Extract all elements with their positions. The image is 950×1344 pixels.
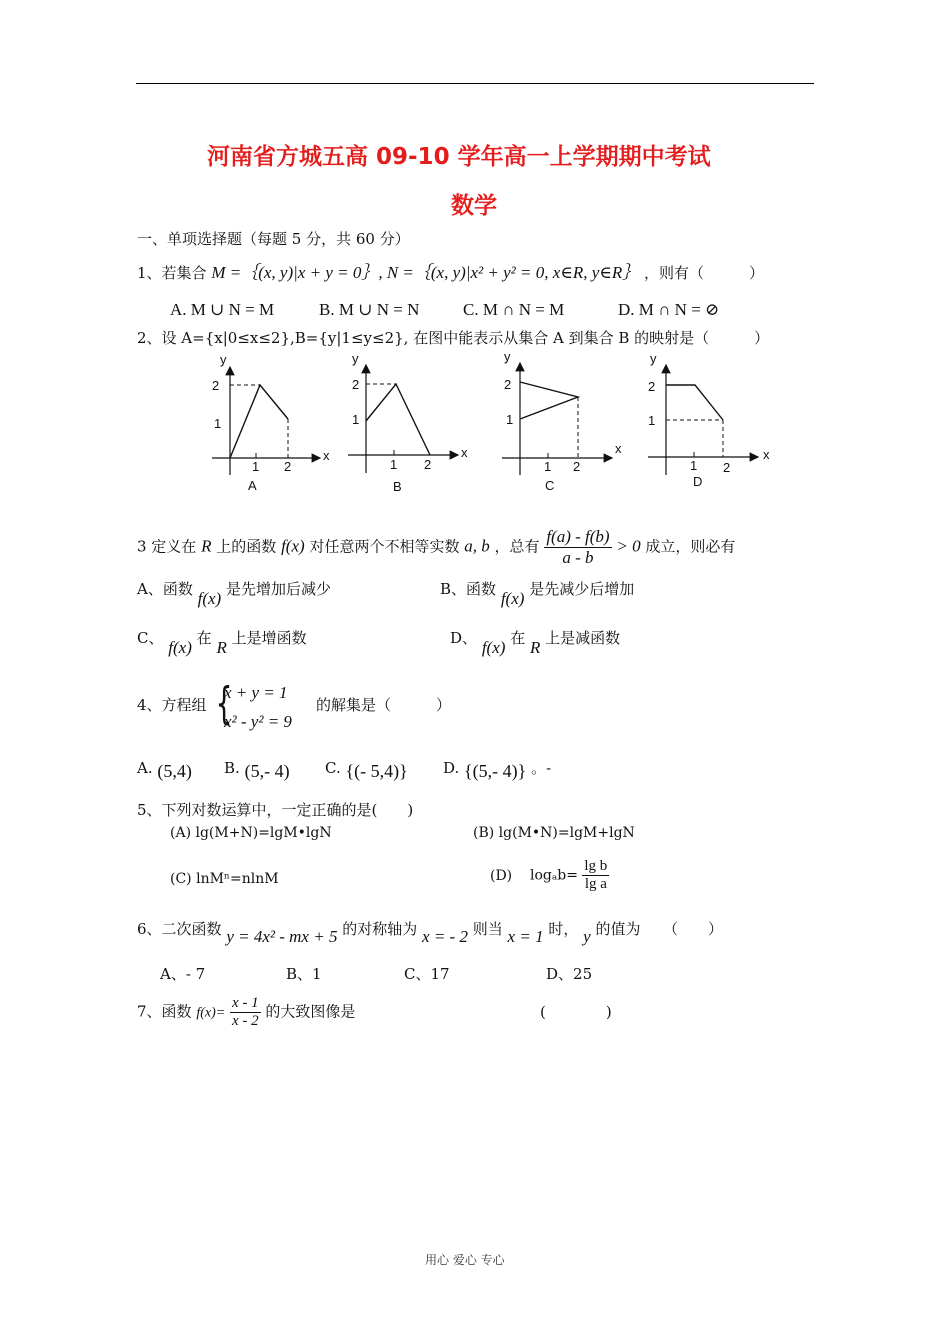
q4-brace: { — [215, 678, 233, 729]
graph-b-curve — [366, 384, 430, 455]
q4-end: 。- — [531, 759, 552, 777]
q3-opt-d-fx: f(x) — [481, 638, 506, 657]
q6-y: y — [583, 927, 591, 946]
graph-c — [502, 349, 622, 493]
question-1-suffix: ，则有（ ） — [644, 264, 765, 282]
q7-suffix: 的大致图像是 — [265, 1002, 356, 1021]
q3-R: R — [201, 536, 212, 556]
q3-option-b — [440, 578, 635, 608]
q3-opt-c-pre: C、 — [137, 629, 164, 647]
q1-option-b: B. M ∪ N = N — [319, 300, 420, 319]
graph-d-xlabel: x — [763, 447, 770, 462]
q4-prefix: 4、方程组 — [137, 696, 207, 714]
mapping-graphs — [190, 345, 790, 495]
q3-opt-d-pre: D、 — [450, 629, 478, 647]
q1-option-d: D. M ∩ N = ⊘ — [618, 300, 720, 319]
q4-opt-c-label: C. — [325, 759, 341, 777]
q5-opt-d-num: lg b — [584, 858, 608, 874]
q6-mid2: 则当 — [472, 920, 503, 938]
q3-opt-c-R: R — [216, 638, 227, 657]
q3-option-d — [450, 627, 621, 657]
q4-suffix: 的解集是（ ） — [316, 696, 452, 714]
q4-opt-d-value: {(5,- 4)} — [464, 761, 527, 781]
q7-fraction — [230, 995, 261, 1030]
graph-b-xtick-1: 1 — [390, 457, 398, 472]
question-1-prefix: 1、若集合 — [137, 264, 207, 282]
graph-d-label: D — [693, 474, 703, 489]
q4-option-b — [224, 757, 290, 781]
q6-option-d: D、25 — [546, 965, 593, 983]
question-2: 2、设 A={x|0≤x≤2},B={y|1≤y≤2}, 在图中能表示从集合 A 到集合 B 的映射是（ ） — [137, 329, 770, 347]
q7-answer-paren: ( ) — [540, 1003, 612, 1021]
graph-d — [648, 351, 770, 489]
q3-opt-c-post: 上是增函数 — [231, 629, 307, 647]
q4-eq2: x² - y² = 9 — [224, 712, 292, 731]
q6-xval: x = 1 — [507, 927, 544, 946]
graph-a-ytick-2: 2 — [212, 378, 220, 393]
q3-opt-c-fx: f(x) — [168, 638, 192, 657]
q3-mid2: 对任意两个不相等实数 — [309, 537, 460, 556]
graph-a-curve — [230, 385, 288, 458]
graph-c-ytick-1: 1 — [506, 412, 514, 427]
graph-d-ylabel: y — [650, 351, 657, 366]
q6-axis: x = - 2 — [422, 927, 468, 946]
graph-c-xtick-2: 2 — [573, 459, 581, 474]
q4-opt-b-label: B. — [224, 759, 240, 777]
q3-fx: f(x) — [281, 536, 305, 556]
q3-opt-c-mid: 在 — [196, 629, 212, 647]
q4-opt-a-label: A. — [137, 759, 153, 777]
q3-opt-d-post: 上是减函数 — [545, 629, 621, 647]
question-5: 5、下列对数运算中，一定正确的是( ) — [137, 801, 414, 819]
q3-opt-d-R: R — [529, 638, 541, 657]
q4-option-c — [325, 757, 408, 781]
graph-a-label: A — [248, 478, 257, 493]
q5-opt-d-log: logₐb= — [529, 867, 578, 884]
q4-opt-a-value: (5,4) — [157, 761, 192, 781]
footer-text: 用心 爱心 专心 — [425, 1253, 505, 1267]
q3-opt-d-mid: 在 — [510, 629, 526, 647]
q3-opt-b-post: 是先减少后增加 — [529, 580, 635, 598]
q3-opt-a-post: 是先增加后减少 — [226, 580, 332, 598]
graph-a-ytick-1: 1 — [214, 416, 222, 431]
q5-option-d — [490, 858, 609, 893]
q3-mid1: 上的函数 — [216, 537, 277, 556]
question-1-sets: M =｛(x, y)|x + y = 0｝, N =｛(x, y)|x² + y² = 0, x∈R, y∈R｝ — [211, 263, 640, 282]
graph-d-ytick-2: 2 — [648, 379, 656, 394]
q3-gt: > 0 — [616, 536, 641, 556]
q4-opt-c-value: {(- 5,4)} — [345, 761, 408, 781]
q4-option-d — [443, 757, 552, 781]
q3-opt-a-pre: A、函数 — [137, 580, 193, 598]
q3-frac-num: f(a) - f(b) — [546, 527, 610, 546]
graph-b-ylabel: y — [352, 351, 359, 366]
q4-opt-d-label: D. — [443, 759, 460, 777]
graph-c-ytick-2: 2 — [504, 377, 512, 392]
q4-opt-b-value: (5,- 4) — [244, 761, 290, 781]
graph-a — [212, 352, 330, 493]
q3-frac-den: a - b — [562, 548, 594, 567]
graph-b-label: B — [393, 479, 402, 494]
graph-c-xlabel: x — [615, 441, 622, 456]
q3-opt-b-fx: f(x) — [500, 589, 525, 608]
graph-b-ytick-1: 1 — [352, 412, 360, 427]
q4-option-a — [137, 757, 192, 781]
graph-d-ytick-1: 1 — [648, 413, 656, 428]
q7-num: x - 1 — [231, 995, 259, 1011]
q5-opt-d-label: (D) — [490, 867, 513, 884]
q3-opt-a-fx: f(x) — [197, 589, 222, 608]
q3-option-c — [137, 627, 307, 657]
question-3 — [137, 527, 735, 568]
graph-b-xlabel: x — [461, 445, 468, 460]
graph-c-xtick-1: 1 — [544, 459, 552, 474]
q5-option-b: (B) lg(M•N)=lgM+lgN — [473, 825, 635, 841]
graph-a-xtick-2: 2 — [284, 459, 292, 474]
q7-fx: f(x)= — [196, 1005, 226, 1021]
q5-option-c: (C) lnMⁿ=nlnM — [170, 871, 279, 887]
graph-a-xlabel: x — [323, 448, 330, 463]
q6-func: y = 4x² - mx + 5 — [226, 927, 338, 946]
subject-title: 数学 — [451, 193, 497, 219]
q7-den: x - 2 — [231, 1013, 259, 1029]
header-rule — [136, 83, 814, 84]
q7-prefix: 7、函数 — [137, 1002, 192, 1021]
q6-mid1: 的对称轴为 — [342, 920, 418, 938]
q3-prefix: 3 定义在 — [137, 537, 197, 556]
q3-opt-b-pre: B、函数 — [440, 580, 497, 598]
graph-a-ylabel: y — [220, 352, 227, 367]
q5-opt-d-fraction — [582, 858, 609, 893]
question-1 — [137, 258, 764, 283]
graph-a-xtick-1: 1 — [252, 459, 260, 474]
q5-opt-d-den: lg a — [584, 876, 607, 892]
q3-suffix: 成立，则必有 — [645, 537, 736, 556]
graph-c-ylabel: y — [504, 349, 511, 364]
q1-option-a: A. M ∪ N = M — [170, 300, 275, 319]
graph-c-curve — [520, 382, 578, 419]
q3-fraction — [544, 527, 611, 568]
exam-title: 河南省方城五高 09-10 学年高一上学期期中考试 — [207, 144, 711, 170]
q6-prefix: 6、二次函数 — [137, 920, 222, 938]
graph-b-xtick-2: 2 — [424, 457, 432, 472]
q5-option-a: (A) lg(M+N)=lgM•lgN — [170, 825, 332, 841]
q3-ab: a, b — [464, 536, 490, 556]
graph-d-curve — [666, 385, 723, 420]
q3-mid3: ，总有 — [494, 537, 540, 556]
q4-eq1: x + y = 1 — [224, 683, 288, 702]
graph-d-xtick-1: 1 — [690, 458, 698, 473]
q1-option-c: C. M ∩ N = M — [463, 300, 565, 319]
graph-b — [348, 351, 468, 494]
question-6 — [137, 918, 723, 946]
question-7 — [137, 995, 355, 1030]
q6-option-c: C、17 — [404, 965, 450, 983]
q3-option-a — [137, 578, 332, 608]
q6-mid3: 时， — [548, 920, 579, 938]
q6-suffix: 的值为 （ ） — [595, 920, 723, 938]
graph-c-label: C — [545, 478, 555, 493]
q6-option-a: A、- 7 — [160, 965, 206, 983]
graph-b-ytick-2: 2 — [352, 377, 360, 392]
q6-option-b: B、1 — [286, 965, 322, 983]
graph-d-xtick-2: 2 — [723, 460, 731, 475]
section-heading: 一、单项选择题（每题 5 分，共 60 分） — [137, 230, 410, 248]
